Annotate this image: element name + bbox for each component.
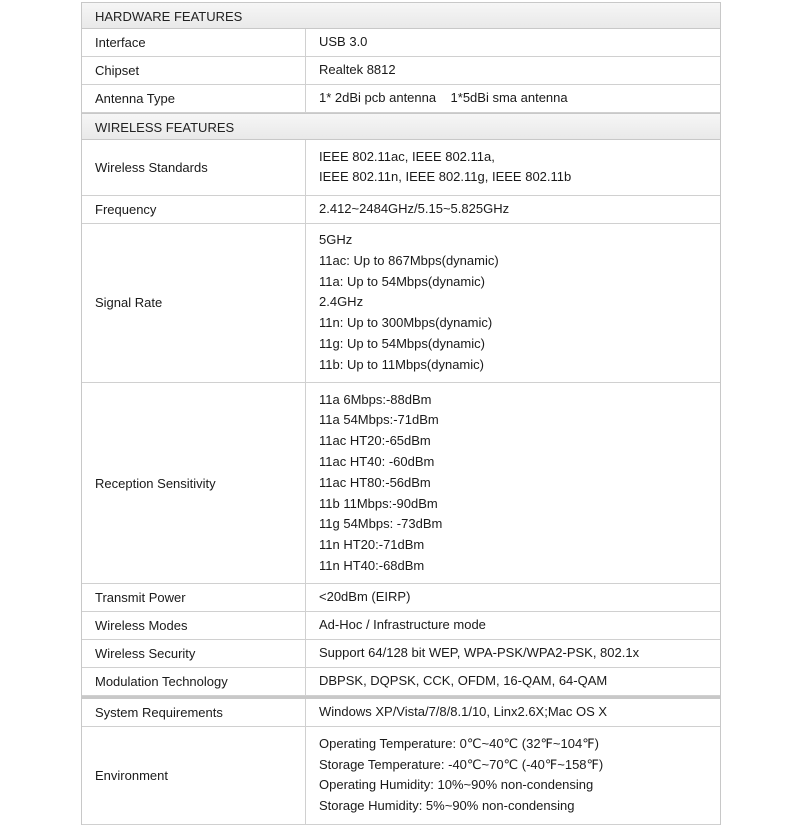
- spec-value: [306, 29, 720, 56]
- spec-value: [306, 699, 720, 726]
- spec-row: [82, 699, 720, 727]
- spec-value-line: 2.412~2484GHz/5.15~5.825GHz: [319, 200, 510, 216]
- spec-row: [82, 640, 720, 668]
- wireless-rows: [82, 140, 720, 696]
- spec-value-line: 11a 6Mbps:-88dBm: [319, 391, 432, 407]
- spec-value-line: Windows XP/Vista/7/8/8.1/10, Linx2.6X;Mac OS X: [319, 704, 608, 720]
- spec-label: Frequency: [82, 196, 306, 223]
- spec-value-line: 11ac: Up to 867Mbps(dynamic): [319, 252, 499, 268]
- spec-value-line: 11a: Up to 54Mbps(dynamic): [319, 273, 485, 289]
- spec-value: [306, 612, 720, 639]
- spec-value-line: 11b: Up to 11Mbps(dynamic): [319, 356, 484, 372]
- spec-row: [82, 383, 720, 584]
- spec-label: System Requirements: [82, 699, 306, 726]
- spec-value: [306, 140, 720, 195]
- spec-row: [82, 224, 720, 384]
- spec-value: [306, 383, 720, 583]
- spec-value-line: 2.4GHz: [319, 294, 364, 310]
- spec-value-line: DBPSK, DQPSK, CCK, OFDM, 16-QAM, 64-QAM: [319, 673, 608, 689]
- spec-value-line: 11n HT40:-68dBm: [319, 558, 425, 574]
- spec-label: Environment: [82, 727, 306, 823]
- spec-label: Reception Sensitivity: [82, 383, 306, 583]
- spec-value-line: 11n HT20:-71dBm: [319, 537, 425, 553]
- spec-value-line: Operating Temperature: 0℃~40℃ (32℉~104℉): [319, 735, 599, 751]
- spec-row: [82, 85, 720, 113]
- spec-value-line: Operating Humidity: 10%~90% non-condensing: [319, 777, 594, 793]
- spec-value-line: 11n: Up to 300Mbps(dynamic): [319, 315, 493, 331]
- spec-label: Chipset: [82, 57, 306, 84]
- spec-row: [82, 140, 720, 196]
- spec-value-line: Storage Temperature: -40℃~70℃ (-40℉~158℉): [319, 756, 604, 772]
- spec-row: [82, 612, 720, 640]
- spec-label: Interface: [82, 29, 306, 56]
- spec-row: [82, 57, 720, 85]
- spec-value-line: IEEE 802.11n, IEEE 802.11g, IEEE 802.11b: [319, 169, 572, 185]
- spec-label: Transmit Power: [82, 584, 306, 611]
- spec-value-line: 11g 54Mbps: -73dBm: [319, 516, 443, 532]
- other-rows: [82, 696, 720, 824]
- spec-table: [81, 2, 721, 825]
- hardware-rows: [82, 29, 720, 113]
- spec-value: [306, 224, 720, 383]
- spec-row: [82, 727, 720, 824]
- spec-value: [306, 640, 720, 667]
- spec-value: [306, 85, 720, 112]
- spec-label: Antenna Type: [82, 85, 306, 112]
- spec-value-line: USB 3.0: [319, 34, 368, 50]
- spec-label: Modulation Technology: [82, 668, 306, 695]
- spec-label: Signal Rate: [82, 224, 306, 383]
- spec-label: Wireless Security: [82, 640, 306, 667]
- spec-value-line: 11a 54Mbps:-71dBm: [319, 412, 439, 428]
- spec-row: [82, 29, 720, 57]
- spec-value-line: Storage Humidity: 5%~90% non-condensing: [319, 798, 575, 814]
- spec-row: [82, 668, 720, 696]
- spec-row: [82, 584, 720, 612]
- spec-value-line: Support 64/128 bit WEP, WPA-PSK/WPA2-PSK, 802.1x: [319, 645, 640, 661]
- spec-value-line: 11g: Up to 54Mbps(dynamic): [319, 336, 485, 352]
- spec-label: Wireless Standards: [82, 140, 306, 195]
- spec-value: [306, 727, 720, 823]
- spec-value-line: 1* 2dBi pcb antenna 1*5dBi sma antenna: [319, 90, 568, 106]
- spec-row: [82, 196, 720, 224]
- spec-value: [306, 584, 720, 611]
- section-header-wireless: WIRELESS FEATURES: [82, 113, 720, 140]
- spec-value-line: 11ac HT80:-56dBm: [319, 474, 431, 490]
- spec-value: [306, 196, 720, 223]
- spec-value: [306, 668, 720, 695]
- spec-value-line: 11ac HT40: -60dBm: [319, 454, 435, 470]
- section-header-hardware: HARDWARE FEATURES: [82, 2, 720, 29]
- spec-value-line: Realtek 8812: [319, 62, 396, 78]
- spec-value-line: <20dBm (EIRP): [319, 589, 411, 605]
- spec-value-line: 11ac HT20:-65dBm: [319, 433, 431, 449]
- spec-value-line: Ad-Hoc / Infrastructure mode: [319, 617, 486, 633]
- spec-value-line: 5GHz: [319, 232, 353, 248]
- spec-value: [306, 57, 720, 84]
- spec-label: Wireless Modes: [82, 612, 306, 639]
- spec-value-line: 11b 11Mbps:-90dBm: [319, 495, 438, 511]
- spec-value-line: IEEE 802.11ac, IEEE 802.11a,: [319, 148, 495, 164]
